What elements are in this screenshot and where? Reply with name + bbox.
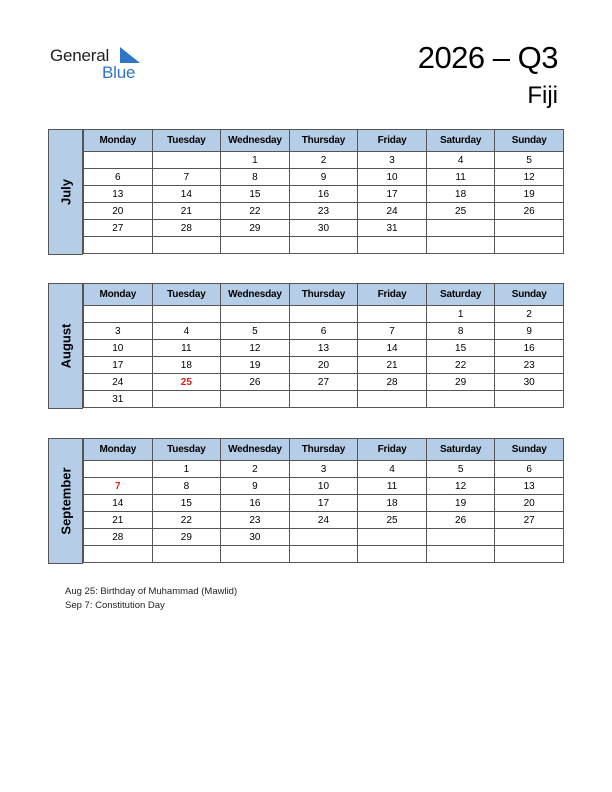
day-cell: 4 — [426, 152, 495, 169]
day-cell: 12 — [426, 478, 495, 495]
day-cell: 30 — [289, 220, 358, 237]
day-cell: 11 — [426, 169, 495, 186]
day-cell: 20 — [84, 203, 153, 220]
empty-day-cell — [495, 391, 564, 408]
day-cell: 26 — [426, 512, 495, 529]
week-row — [84, 546, 564, 563]
day-cell: 13 — [84, 186, 153, 203]
week-row — [84, 357, 564, 374]
empty-day-cell — [152, 546, 221, 563]
week-row — [84, 391, 564, 408]
empty-day-cell — [289, 529, 358, 546]
week-row — [84, 323, 564, 340]
day-cell: 15 — [426, 340, 495, 357]
weekday-header: Friday — [358, 284, 427, 306]
day-cell: 18 — [426, 186, 495, 203]
day-cell: 25 — [426, 203, 495, 220]
day-cell: 31 — [84, 391, 153, 408]
day-cell: 8 — [221, 169, 290, 186]
day-cell: 30 — [221, 529, 290, 546]
month-label-column — [48, 129, 83, 255]
week-row — [84, 203, 564, 220]
day-cell: 17 — [289, 495, 358, 512]
week-row — [84, 186, 564, 203]
empty-day-cell — [426, 529, 495, 546]
month-name: July — [58, 178, 73, 206]
day-cell: 16 — [495, 340, 564, 357]
day-cell: 5 — [495, 152, 564, 169]
empty-day-cell — [152, 237, 221, 254]
week-row — [84, 512, 564, 529]
day-cell: 16 — [221, 495, 290, 512]
weekday-header: Saturday — [426, 284, 495, 306]
month-grid — [83, 438, 564, 563]
day-cell: 6 — [495, 461, 564, 478]
weekday-header-row — [84, 130, 564, 152]
empty-day-cell — [84, 237, 153, 254]
day-cell: 20 — [289, 357, 358, 374]
day-cell: 21 — [152, 203, 221, 220]
day-cell: 13 — [495, 478, 564, 495]
day-cell: 24 — [84, 374, 153, 391]
day-cell: 7 — [84, 478, 153, 495]
empty-day-cell — [84, 546, 153, 563]
logo-flag-icon — [120, 47, 140, 63]
week-row — [84, 461, 564, 478]
day-cell: 23 — [221, 512, 290, 529]
day-cell: 10 — [84, 340, 153, 357]
day-cell: 20 — [495, 495, 564, 512]
week-row — [84, 529, 564, 546]
day-cell: 29 — [221, 220, 290, 237]
day-cell: 9 — [289, 169, 358, 186]
day-cell: 30 — [495, 374, 564, 391]
week-row — [84, 478, 564, 495]
week-row — [84, 495, 564, 512]
day-cell: 21 — [84, 512, 153, 529]
month-label-column — [48, 283, 83, 409]
weekday-header: Friday — [358, 130, 427, 152]
day-cell: 12 — [221, 340, 290, 357]
day-cell: 2 — [289, 152, 358, 169]
day-cell: 17 — [358, 186, 427, 203]
empty-day-cell — [495, 220, 564, 237]
day-cell: 19 — [426, 495, 495, 512]
week-row — [84, 340, 564, 357]
empty-day-cell — [221, 306, 290, 323]
day-cell: 19 — [221, 357, 290, 374]
day-cell: 3 — [84, 323, 153, 340]
weekday-header: Wednesday — [221, 439, 290, 461]
day-cell: 27 — [84, 220, 153, 237]
day-cell: 5 — [426, 461, 495, 478]
holiday-note: Sep 7: Constitution Day — [65, 600, 165, 611]
brand-name-general: General — [50, 46, 110, 65]
day-cell: 26 — [221, 374, 290, 391]
day-cell: 27 — [289, 374, 358, 391]
day-cell: 1 — [221, 152, 290, 169]
weekday-header: Thursday — [289, 284, 358, 306]
country-name: Fiji — [527, 82, 558, 109]
day-cell: 14 — [358, 340, 427, 357]
weekday-header: Thursday — [289, 130, 358, 152]
day-cell: 7 — [358, 323, 427, 340]
calendar-july — [48, 129, 564, 255]
empty-day-cell — [426, 546, 495, 563]
day-cell: 11 — [152, 340, 221, 357]
day-cell: 26 — [495, 203, 564, 220]
day-cell: 6 — [84, 169, 153, 186]
day-cell: 10 — [358, 169, 427, 186]
day-cell: 31 — [358, 220, 427, 237]
day-cell: 17 — [84, 357, 153, 374]
day-cell: 25 — [358, 512, 427, 529]
month-name: August — [58, 323, 73, 369]
holiday-notes — [65, 585, 237, 613]
day-cell: 1 — [426, 306, 495, 323]
weekday-header: Friday — [358, 439, 427, 461]
empty-day-cell — [289, 306, 358, 323]
day-cell: 15 — [221, 186, 290, 203]
day-cell: 16 — [289, 186, 358, 203]
month-grid — [83, 283, 564, 408]
month-name: September — [58, 467, 73, 535]
page-title: 2026 – Q3 — [417, 40, 558, 75]
day-cell: 4 — [358, 461, 427, 478]
day-cell: 23 — [289, 203, 358, 220]
day-cell: 2 — [221, 461, 290, 478]
day-cell: 27 — [495, 512, 564, 529]
day-cell: 18 — [152, 357, 221, 374]
day-cell: 5 — [221, 323, 290, 340]
empty-day-cell — [358, 391, 427, 408]
day-cell: 22 — [221, 203, 290, 220]
weekday-header: Tuesday — [152, 130, 221, 152]
empty-day-cell — [358, 306, 427, 323]
day-cell: 24 — [358, 203, 427, 220]
weekday-header-row — [84, 439, 564, 461]
empty-day-cell — [426, 391, 495, 408]
empty-day-cell — [152, 391, 221, 408]
empty-day-cell — [495, 546, 564, 563]
weekday-header-row — [84, 284, 564, 306]
day-cell: 9 — [495, 323, 564, 340]
empty-day-cell — [289, 237, 358, 254]
weekday-header: Monday — [84, 439, 153, 461]
calendar-september — [48, 438, 564, 564]
weekday-header: Sunday — [495, 130, 564, 152]
weekday-header: Thursday — [289, 439, 358, 461]
day-cell: 28 — [358, 374, 427, 391]
weekday-header: Tuesday — [152, 439, 221, 461]
empty-day-cell — [152, 306, 221, 323]
brand-logo — [50, 44, 150, 84]
weekday-header: Wednesday — [221, 130, 290, 152]
day-cell: 1 — [152, 461, 221, 478]
weekday-header: Monday — [84, 284, 153, 306]
day-cell: 29 — [152, 529, 221, 546]
day-cell: 29 — [426, 374, 495, 391]
day-cell: 24 — [289, 512, 358, 529]
day-cell: 8 — [152, 478, 221, 495]
day-cell: 22 — [152, 512, 221, 529]
day-cell: 8 — [426, 323, 495, 340]
weekday-header: Monday — [84, 130, 153, 152]
brand-name-blue: Blue — [102, 63, 136, 82]
day-cell: 3 — [358, 152, 427, 169]
empty-day-cell — [84, 461, 153, 478]
day-cell: 22 — [426, 357, 495, 374]
empty-day-cell — [358, 546, 427, 563]
empty-day-cell — [358, 529, 427, 546]
empty-day-cell — [221, 391, 290, 408]
empty-day-cell — [495, 237, 564, 254]
day-cell: 14 — [152, 186, 221, 203]
day-cell: 4 — [152, 323, 221, 340]
week-row — [84, 152, 564, 169]
week-row — [84, 374, 564, 391]
empty-day-cell — [426, 220, 495, 237]
weekday-header: Sunday — [495, 439, 564, 461]
day-cell: 9 — [221, 478, 290, 495]
weekday-header: Saturday — [426, 439, 495, 461]
day-cell: 11 — [358, 478, 427, 495]
day-cell: 2 — [495, 306, 564, 323]
empty-day-cell — [221, 546, 290, 563]
calendar-august — [48, 283, 564, 409]
weekday-header: Wednesday — [221, 284, 290, 306]
day-cell: 18 — [358, 495, 427, 512]
day-cell: 19 — [495, 186, 564, 203]
day-cell: 13 — [289, 340, 358, 357]
day-cell: 25 — [152, 374, 221, 391]
week-row — [84, 306, 564, 323]
weekday-header: Saturday — [426, 130, 495, 152]
week-row — [84, 220, 564, 237]
empty-day-cell — [495, 529, 564, 546]
day-cell: 14 — [84, 495, 153, 512]
day-cell: 28 — [84, 529, 153, 546]
empty-day-cell — [289, 391, 358, 408]
empty-day-cell — [152, 152, 221, 169]
day-cell: 6 — [289, 323, 358, 340]
day-cell: 7 — [152, 169, 221, 186]
empty-day-cell — [358, 237, 427, 254]
empty-day-cell — [426, 237, 495, 254]
weekday-header: Tuesday — [152, 284, 221, 306]
day-cell: 10 — [289, 478, 358, 495]
weekday-header: Sunday — [495, 284, 564, 306]
day-cell: 23 — [495, 357, 564, 374]
holiday-note: Aug 25: Birthday of Muhammad (Mawlid) — [65, 586, 238, 597]
day-cell: 21 — [358, 357, 427, 374]
day-cell: 15 — [152, 495, 221, 512]
empty-day-cell — [84, 306, 153, 323]
empty-day-cell — [289, 546, 358, 563]
empty-day-cell — [84, 152, 153, 169]
day-cell: 3 — [289, 461, 358, 478]
day-cell: 28 — [152, 220, 221, 237]
month-label-column — [48, 438, 83, 564]
day-cell: 12 — [495, 169, 564, 186]
week-row — [84, 237, 564, 254]
empty-day-cell — [221, 237, 290, 254]
week-row — [84, 169, 564, 186]
month-grid — [83, 129, 564, 254]
